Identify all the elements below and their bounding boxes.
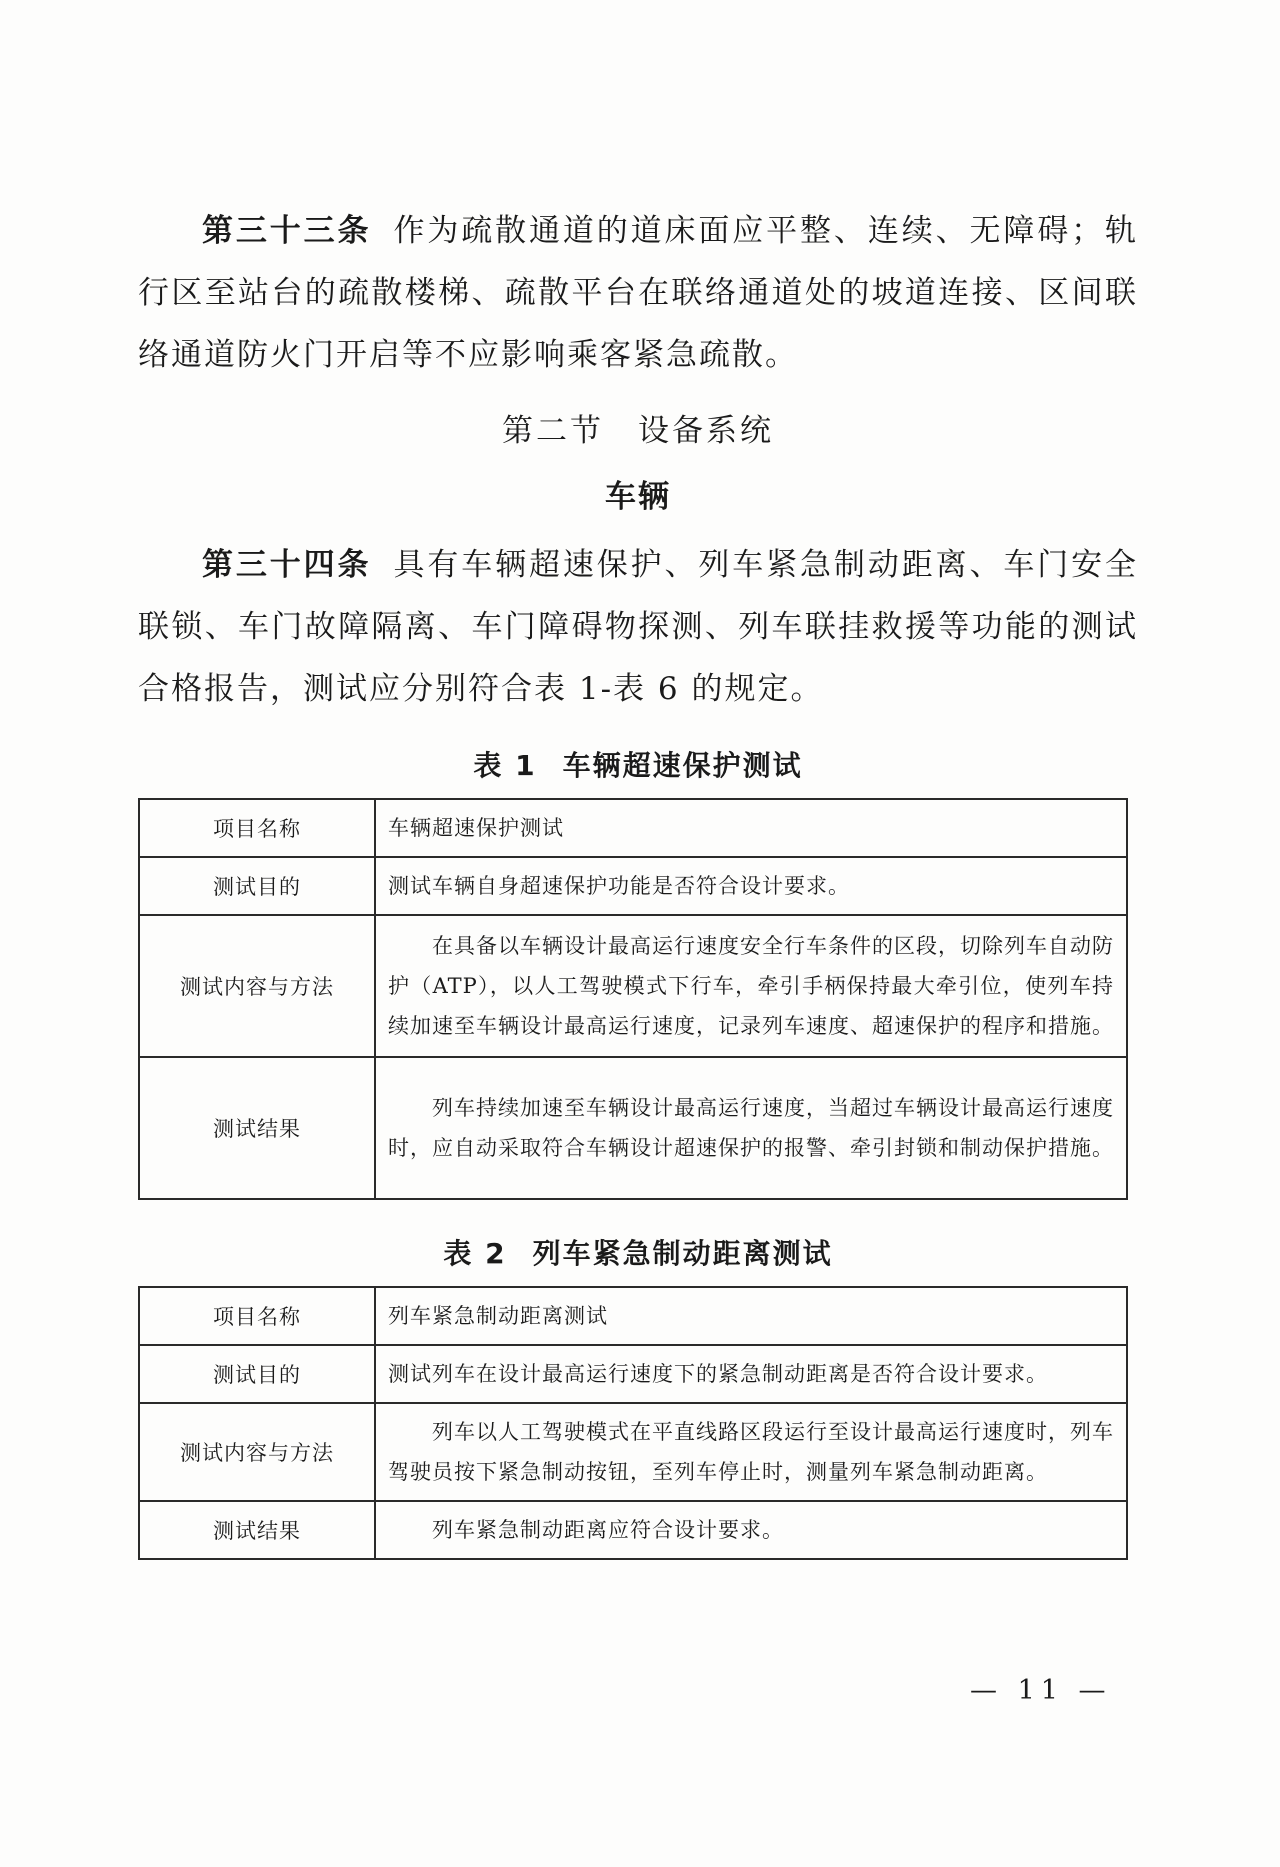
table-1-label-0: 项目名称 xyxy=(139,799,375,857)
table-2-label-1: 测试目的 xyxy=(139,1345,375,1403)
article-34 xyxy=(138,534,1138,720)
table-1-value-2: 在具备以车辆设计最高运行速度安全行车条件的区段，切除列车自动防护（ATP），以人工驾驶模式下行车，牵引手柄保持最大牵引位，使列车持续加速至车辆设计最高运行速度，记录列车速度、超速保护的程序和措施。 xyxy=(375,915,1127,1057)
section-heading xyxy=(138,400,1138,462)
table-1-number: 表 1 xyxy=(473,749,537,782)
table-2-label-2: 测试内容与方法 xyxy=(139,1403,375,1501)
table-2-label-0: 项目名称 xyxy=(139,1287,375,1345)
table-2-value-0: 列车紧急制动距离测试 xyxy=(375,1287,1127,1345)
table-2-value-1: 测试列车在设计最高运行速度下的紧急制动距离是否符合设计要求。 xyxy=(375,1345,1127,1403)
table-1-label-3: 测试结果 xyxy=(139,1057,375,1199)
table-1-caption xyxy=(138,746,1138,786)
table-1-title: 车辆超速保护测试 xyxy=(562,749,803,782)
table-2-value-3: 列车紧急制动距离应符合设计要求。 xyxy=(375,1501,1127,1559)
section-title: 设备系统 xyxy=(638,413,774,449)
article-34-number: 第三十四条 xyxy=(202,547,372,583)
table-1-label-2: 测试内容与方法 xyxy=(139,915,375,1057)
table-row xyxy=(139,915,1127,1057)
section-number: 第二节 xyxy=(502,413,604,449)
page-content xyxy=(138,200,1138,1560)
table-row xyxy=(139,1287,1127,1345)
page-number: — 11 — xyxy=(970,1675,1112,1706)
article-33-text: 作为疏散通道的道床面应平整、连续、无障碍；轨行区至站台的疏散楼梯、疏散平台在联络通道处的坡道连接、区间联络通道防火门开启等不应影响乘客紧急疏散。 xyxy=(138,213,1139,373)
table-row xyxy=(139,1501,1127,1559)
article-33 xyxy=(138,200,1138,386)
article-34-text: 具有车辆超速保护、列车紧急制动距离、车门安全联锁、车门故障隔离、车门障碍物探测、列车联挂救援等功能的测试合格报告，测试应分别符合表 1-表 6 的规定。 xyxy=(138,547,1139,707)
table-row xyxy=(139,1403,1127,1501)
table-1-label-1: 测试目的 xyxy=(139,857,375,915)
table-1-value-3: 列车持续加速至车辆设计最高运行速度，当超过车辆设计最高运行速度时，应自动采取符合车辆设计超速保护的报警、牵引封锁和制动保护措施。 xyxy=(375,1057,1127,1199)
subsection-heading: 车辆 xyxy=(605,479,671,515)
table-1-value-1: 测试车辆自身超速保护功能是否符合设计要求。 xyxy=(375,857,1127,915)
table-2-number: 表 2 xyxy=(443,1237,507,1270)
table-row xyxy=(139,1057,1127,1199)
table-2-caption xyxy=(138,1234,1138,1274)
article-33-number: 第三十三条 xyxy=(202,213,372,249)
table-row xyxy=(139,1345,1127,1403)
table-2 xyxy=(138,1286,1128,1560)
table-2-value-2: 列车以人工驾驶模式在平直线路区段运行至设计最高运行速度时，列车驾驶员按下紧急制动按钮，至列车停止时，测量列车紧急制动距离。 xyxy=(375,1403,1127,1501)
table-2-label-3: 测试结果 xyxy=(139,1501,375,1559)
table-1-value-0: 车辆超速保护测试 xyxy=(375,799,1127,857)
table-row xyxy=(139,857,1127,915)
table-2-title: 列车紧急制动距离测试 xyxy=(532,1237,833,1270)
table-1 xyxy=(138,798,1128,1200)
table-row xyxy=(139,799,1127,857)
